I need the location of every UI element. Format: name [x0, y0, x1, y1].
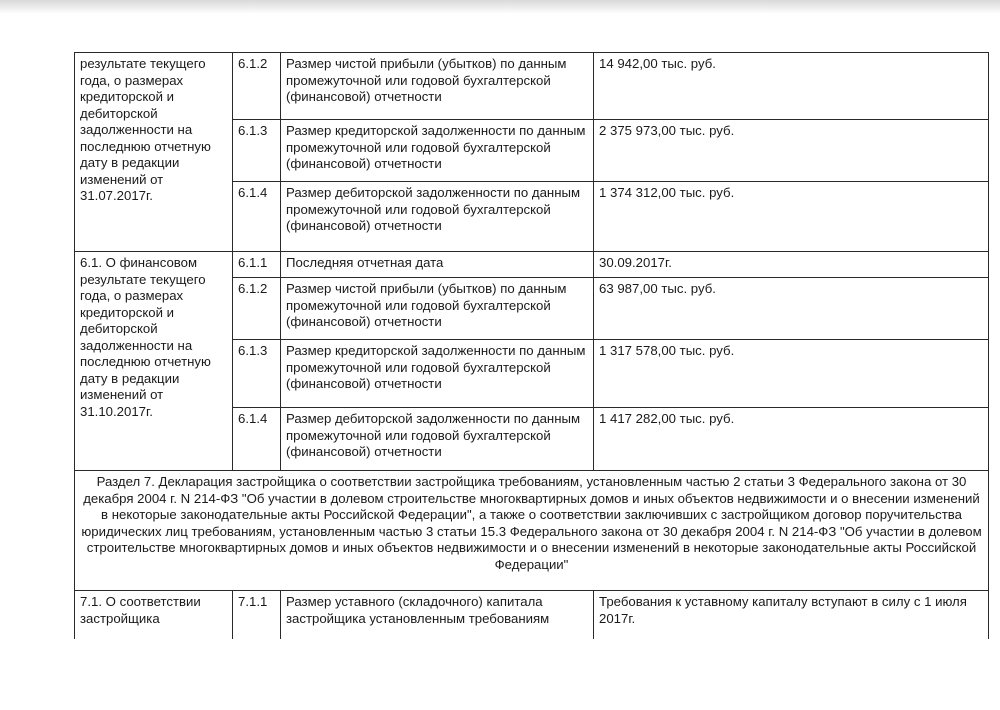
item-number: 7.1.1 [233, 591, 281, 639]
item-value: 1 417 282,00 тыс. руб. [594, 408, 989, 471]
item-number: 6.1.4 [233, 182, 281, 252]
item-value: Требования к уставному капиталу вступают в силу с 1 июля 2017г. [594, 591, 989, 639]
group-label-31-10: 6.1. О финансовом результате текущего года, о размерах кредиторской и дебиторской задолженности на последнюю отчетную дату в редакции изменений от 31.10.2017г. [75, 252, 233, 471]
item-value: 63 987,00 тыс. руб. [594, 278, 989, 340]
item-number: 6.1.1 [233, 252, 281, 278]
item-value: 30.09.2017г. [594, 252, 989, 278]
item-description: Размер чистой прибыли (убытков) по данным промежуточной или годовой бухгалтерской (финансовой) отчетности [281, 53, 594, 120]
item-value: 1 374 312,00 тыс. руб. [594, 182, 989, 252]
item-number: 6.1.4 [233, 408, 281, 471]
group-label-7-1: 7.1. О соответствии застройщика [75, 591, 233, 639]
item-description: Размер дебиторской задолженности по данным промежуточной или годовой бухгалтерской (финансовой) отчетности [281, 182, 594, 252]
item-description: Последняя отчетная дата [281, 252, 594, 278]
item-description: Размер кредиторской задолженности по данным промежуточной или годовой бухгалтерской (финансовой) отчетности [281, 340, 594, 408]
item-description: Размер чистой прибыли (убытков) по данным промежуточной или годовой бухгалтерской (финансовой) отчетности [281, 278, 594, 340]
table-row [75, 591, 989, 639]
section-7-heading: Раздел 7. Декларация застройщика о соответствии застройщика требованиям, установленным частью 2 статьи 3 Федерального закона от 30 декабря 2004 г. N 214-ФЗ "Об участии в долевом строительстве многоквартирных домов и иных объектов недвижимости и о внесении изменений в некоторые законодательные акты Российской Федерации", а также о соответствии заключивших с застройщиком договор поручительства юридических лиц требованиям, установленным частью 3 статьи 15.3 Федерального закона от 30 декабря 2004 г. N 214-ФЗ "Об участии в долевом строительстве многоквартирных домов и иных объектов недвижимости и о внесении изменений в некоторые законодательные акты Российской Федерации" [75, 471, 989, 591]
item-number: 6.1.3 [233, 340, 281, 408]
item-number: 6.1.2 [233, 278, 281, 340]
group-label-31-07: результате текущего года, о размерах кредиторской и дебиторской задолженности на последнюю отчетную дату в редакции изменений от 31.07.2017г. [75, 53, 233, 252]
disclosure-table [74, 52, 989, 639]
item-number: 6.1.2 [233, 53, 281, 120]
section-heading-row [75, 471, 989, 591]
item-value: 1 317 578,00 тыс. руб. [594, 340, 989, 408]
item-description: Размер дебиторской задолженности по данным промежуточной или годовой бухгалтерской (финансовой) отчетности [281, 408, 594, 471]
item-description: Размер уставного (складочного) капитала застройщика установленным требованиям [281, 591, 594, 639]
item-number: 6.1.3 [233, 120, 281, 182]
item-value: 2 375 973,00 тыс. руб. [594, 120, 989, 182]
item-description: Размер кредиторской задолженности по данным промежуточной или годовой бухгалтерской (финансовой) отчетности [281, 120, 594, 182]
scan-edge-shadow [0, 0, 1000, 14]
table-row [75, 252, 989, 278]
table-row [75, 53, 989, 120]
item-value: 14 942,00 тыс. руб. [594, 53, 989, 120]
